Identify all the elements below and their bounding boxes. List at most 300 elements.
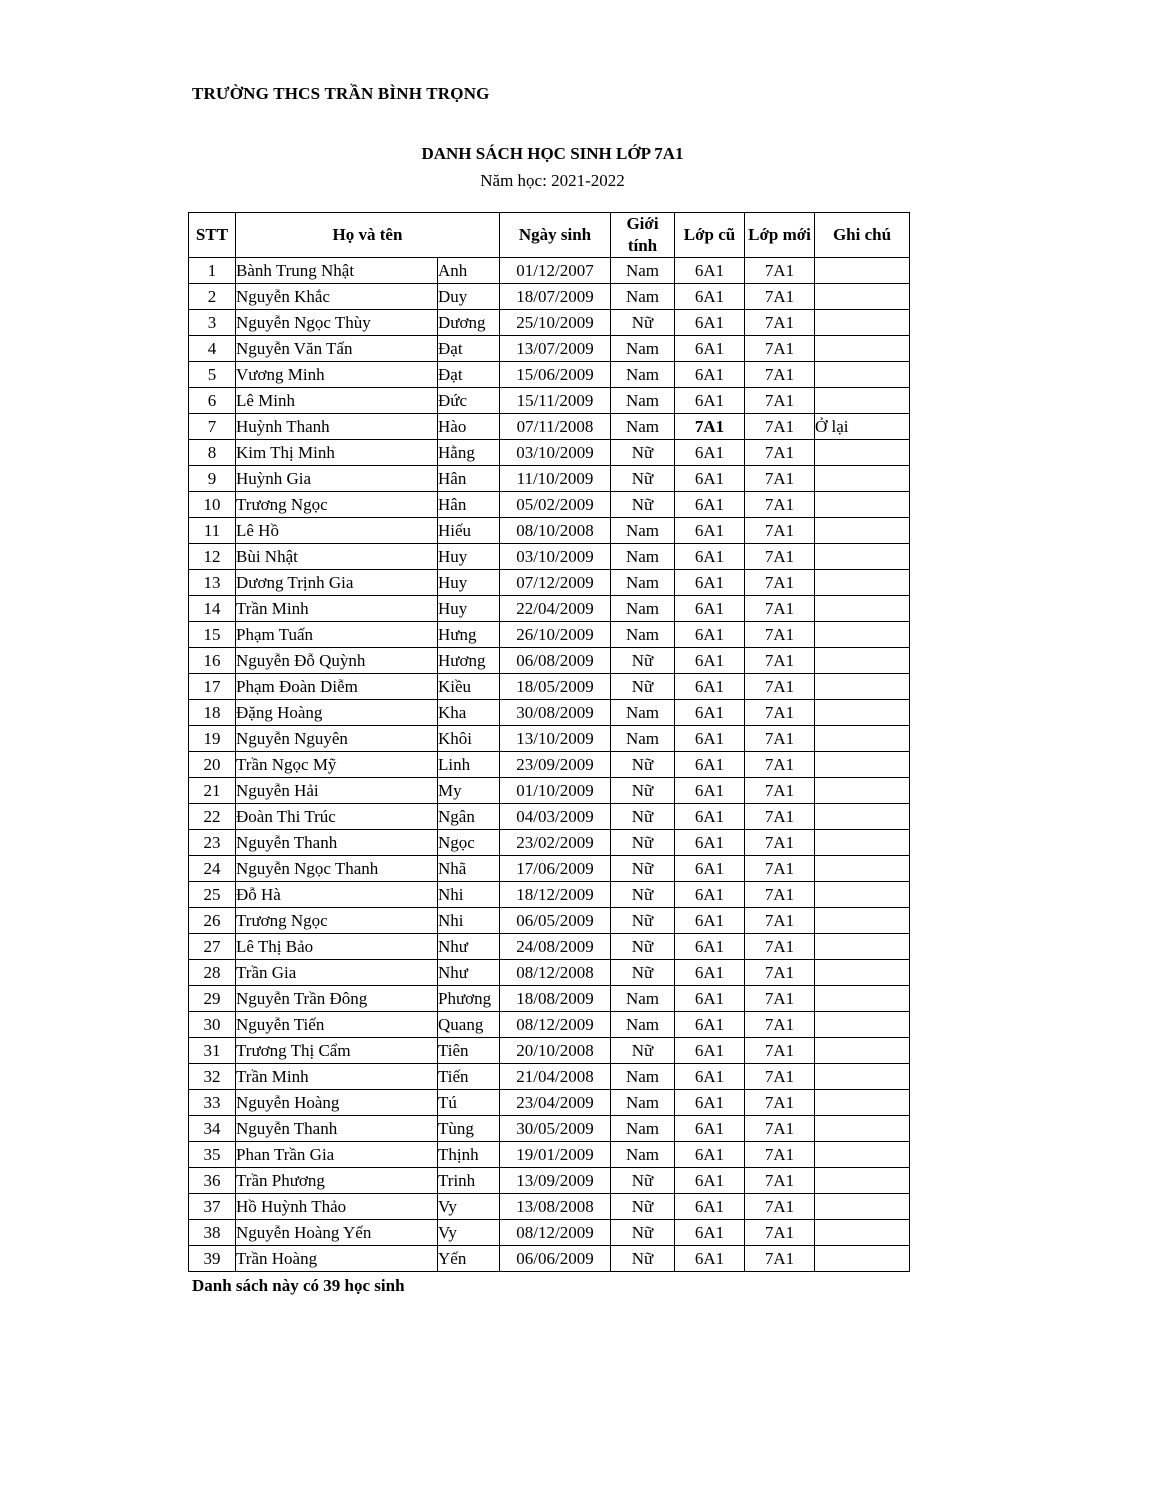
cell-gender: Nữ [611, 440, 675, 466]
table-row [189, 986, 910, 1012]
cell-surname: Vương Minh [236, 362, 438, 388]
cell-surname: Hồ Huỳnh Thảo [236, 1194, 438, 1220]
cell-stt: 14 [189, 596, 236, 622]
cell-new-class: 7A1 [745, 1038, 815, 1064]
cell-stt: 17 [189, 674, 236, 700]
cell-birth-date: 22/04/2009 [500, 596, 611, 622]
cell-note [815, 570, 910, 596]
cell-old-class: 6A1 [675, 856, 745, 882]
cell-birth-date: 01/12/2007 [500, 258, 611, 284]
cell-surname: Nguyễn Văn Tấn [236, 336, 438, 362]
cell-gender: Nam [611, 700, 675, 726]
table-row [189, 492, 910, 518]
cell-given-name: Quang [438, 1012, 500, 1038]
cell-new-class: 7A1 [745, 1168, 815, 1194]
cell-given-name: Ngân [438, 804, 500, 830]
cell-old-class: 6A1 [675, 1246, 745, 1272]
cell-birth-date: 23/04/2009 [500, 1090, 611, 1116]
cell-note [815, 1064, 910, 1090]
cell-given-name: Hào [438, 414, 500, 440]
cell-birth-date: 24/08/2009 [500, 934, 611, 960]
cell-given-name: Hân [438, 492, 500, 518]
cell-surname: Đỗ Hà [236, 882, 438, 908]
cell-new-class: 7A1 [745, 986, 815, 1012]
cell-old-class: 6A1 [675, 1194, 745, 1220]
table-row [189, 856, 910, 882]
cell-old-class: 6A1 [675, 1142, 745, 1168]
cell-new-class: 7A1 [745, 1194, 815, 1220]
cell-note [815, 310, 910, 336]
cell-birth-date: 05/02/2009 [500, 492, 611, 518]
cell-new-class: 7A1 [745, 388, 815, 414]
cell-note [815, 830, 910, 856]
cell-surname: Lê Hồ [236, 518, 438, 544]
cell-gender: Nam [611, 336, 675, 362]
cell-surname: Bùi Nhật [236, 544, 438, 570]
cell-birth-date: 26/10/2009 [500, 622, 611, 648]
cell-gender: Nữ [611, 1246, 675, 1272]
cell-given-name: Hưng [438, 622, 500, 648]
cell-stt: 15 [189, 622, 236, 648]
cell-surname: Trương Ngọc [236, 492, 438, 518]
cell-gender: Nữ [611, 1038, 675, 1064]
cell-gender: Nam [611, 388, 675, 414]
cell-note: Ở lại [815, 414, 910, 440]
cell-birth-date: 20/10/2008 [500, 1038, 611, 1064]
table-row [189, 414, 910, 440]
cell-new-class: 7A1 [745, 622, 815, 648]
table-row [189, 726, 910, 752]
cell-new-class: 7A1 [745, 778, 815, 804]
cell-birth-date: 18/08/2009 [500, 986, 611, 1012]
cell-gender: Nữ [611, 492, 675, 518]
cell-note [815, 492, 910, 518]
cell-stt: 8 [189, 440, 236, 466]
cell-new-class: 7A1 [745, 752, 815, 778]
cell-birth-date: 06/08/2009 [500, 648, 611, 674]
cell-surname: Nguyễn Đỗ Quỳnh [236, 648, 438, 674]
cell-note [815, 934, 910, 960]
cell-gender: Nam [611, 544, 675, 570]
cell-surname: Trần Ngọc Mỹ [236, 752, 438, 778]
cell-surname: Nguyễn Nguyên [236, 726, 438, 752]
cell-given-name: Nhã [438, 856, 500, 882]
cell-gender: Nam [611, 284, 675, 310]
cell-note [815, 856, 910, 882]
table-row [189, 1038, 910, 1064]
cell-surname: Nguyễn Thanh [236, 830, 438, 856]
cell-given-name: Duy [438, 284, 500, 310]
cell-stt: 34 [189, 1116, 236, 1142]
cell-given-name: Linh [438, 752, 500, 778]
cell-gender: Nam [611, 622, 675, 648]
cell-new-class: 7A1 [745, 674, 815, 700]
cell-surname: Đoàn Thi Trúc [236, 804, 438, 830]
cell-given-name: Như [438, 934, 500, 960]
cell-surname: Bành Trung Nhật [236, 258, 438, 284]
cell-old-class: 6A1 [675, 622, 745, 648]
cell-surname: Trần Gia [236, 960, 438, 986]
document-title: DANH SÁCH HỌC SINH LỚP 7A1 [421, 144, 684, 163]
cell-note [815, 622, 910, 648]
cell-birth-date: 04/03/2009 [500, 804, 611, 830]
header-new-class: Lớp mới [745, 213, 815, 258]
cell-stt: 18 [189, 700, 236, 726]
table-row [189, 1142, 910, 1168]
cell-stt: 11 [189, 518, 236, 544]
cell-stt: 1 [189, 258, 236, 284]
cell-gender: Nam [611, 986, 675, 1012]
cell-gender: Nam [611, 362, 675, 388]
cell-birth-date: 25/10/2009 [500, 310, 611, 336]
cell-gender: Nữ [611, 466, 675, 492]
cell-stt: 26 [189, 908, 236, 934]
cell-new-class: 7A1 [745, 284, 815, 310]
cell-stt: 5 [189, 362, 236, 388]
cell-gender: Nam [611, 1064, 675, 1090]
header-stt: STT [189, 213, 236, 258]
cell-note [815, 700, 910, 726]
cell-surname: Nguyễn Hoàng [236, 1090, 438, 1116]
cell-note [815, 388, 910, 414]
cell-surname: Trương Thị Cẩm [236, 1038, 438, 1064]
cell-surname: Nguyễn Thanh [236, 1116, 438, 1142]
cell-birth-date: 03/10/2009 [500, 544, 611, 570]
cell-stt: 24 [189, 856, 236, 882]
cell-surname: Kim Thị Minh [236, 440, 438, 466]
cell-given-name: My [438, 778, 500, 804]
cell-new-class: 7A1 [745, 1064, 815, 1090]
table-row [189, 466, 910, 492]
cell-note [815, 1038, 910, 1064]
cell-new-class: 7A1 [745, 856, 815, 882]
cell-birth-date: 08/10/2008 [500, 518, 611, 544]
cell-note [815, 648, 910, 674]
cell-surname: Nguyễn Trần Đông [236, 986, 438, 1012]
cell-birth-date: 15/06/2009 [500, 362, 611, 388]
cell-new-class: 7A1 [745, 492, 815, 518]
cell-old-class: 6A1 [675, 518, 745, 544]
cell-gender: Nữ [611, 310, 675, 336]
cell-gender: Nữ [611, 674, 675, 700]
table-row [189, 830, 910, 856]
cell-stt: 25 [189, 882, 236, 908]
cell-surname: Nguyễn Ngọc Thanh [236, 856, 438, 882]
cell-given-name: Hương [438, 648, 500, 674]
cell-note [815, 518, 910, 544]
cell-old-class: 6A1 [675, 752, 745, 778]
cell-stt: 31 [189, 1038, 236, 1064]
cell-stt: 33 [189, 1090, 236, 1116]
header-note: Ghi chú [815, 213, 910, 258]
table-row [189, 310, 910, 336]
table-row [189, 544, 910, 570]
cell-new-class: 7A1 [745, 310, 815, 336]
table-row [189, 388, 910, 414]
cell-gender: Nam [611, 1116, 675, 1142]
cell-gender: Nam [611, 1090, 675, 1116]
cell-old-class: 6A1 [675, 960, 745, 986]
table-row [189, 622, 910, 648]
cell-stt: 19 [189, 726, 236, 752]
cell-gender: Nữ [611, 908, 675, 934]
table-row [189, 1090, 910, 1116]
cell-note [815, 674, 910, 700]
cell-given-name: Vy [438, 1220, 500, 1246]
cell-new-class: 7A1 [745, 258, 815, 284]
cell-surname: Nguyễn Ngọc Thùy [236, 310, 438, 336]
cell-stt: 4 [189, 336, 236, 362]
cell-old-class: 6A1 [675, 648, 745, 674]
cell-stt: 37 [189, 1194, 236, 1220]
cell-new-class: 7A1 [745, 336, 815, 362]
cell-note [815, 544, 910, 570]
cell-gender: Nữ [611, 830, 675, 856]
cell-birth-date: 06/06/2009 [500, 1246, 611, 1272]
table-row [189, 752, 910, 778]
cell-old-class: 6A1 [675, 466, 745, 492]
cell-surname: Lê Minh [236, 388, 438, 414]
cell-stt: 7 [189, 414, 236, 440]
cell-birth-date: 21/04/2008 [500, 1064, 611, 1090]
table-row [189, 778, 910, 804]
table-row [189, 1220, 910, 1246]
cell-gender: Nữ [611, 778, 675, 804]
cell-given-name: Đạt [438, 336, 500, 362]
cell-note [815, 778, 910, 804]
cell-new-class: 7A1 [745, 648, 815, 674]
cell-stt: 35 [189, 1142, 236, 1168]
table-row [189, 804, 910, 830]
header-gender [611, 213, 675, 258]
cell-birth-date: 19/01/2009 [500, 1142, 611, 1168]
header-dob: Ngày sinh [500, 213, 611, 258]
cell-gender: Nữ [611, 1220, 675, 1246]
cell-old-class: 6A1 [675, 1012, 745, 1038]
cell-surname: Trần Minh [236, 596, 438, 622]
cell-old-class: 6A1 [675, 778, 745, 804]
cell-given-name: Khôi [438, 726, 500, 752]
cell-given-name: Vy [438, 1194, 500, 1220]
table-row [189, 674, 910, 700]
table-row [189, 284, 910, 310]
cell-gender: Nữ [611, 1194, 675, 1220]
cell-surname: Nguyễn Hoàng Yến [236, 1220, 438, 1246]
cell-given-name: Anh [438, 258, 500, 284]
cell-given-name: Trinh [438, 1168, 500, 1194]
cell-surname: Nguyễn Hải [236, 778, 438, 804]
cell-note [815, 1194, 910, 1220]
cell-old-class: 6A1 [675, 336, 745, 362]
cell-stt: 22 [189, 804, 236, 830]
cell-old-class: 6A1 [675, 804, 745, 830]
cell-birth-date: 18/05/2009 [500, 674, 611, 700]
header-name: Họ và tên [236, 213, 500, 258]
table-row [189, 648, 910, 674]
cell-surname: Nguyễn Tiến [236, 1012, 438, 1038]
cell-note [815, 596, 910, 622]
cell-gender: Nữ [611, 648, 675, 674]
cell-surname: Đặng Hoàng [236, 700, 438, 726]
cell-old-class: 6A1 [675, 1116, 745, 1142]
table-row [189, 440, 910, 466]
cell-note [815, 882, 910, 908]
cell-new-class: 7A1 [745, 1116, 815, 1142]
student-table [188, 212, 910, 1272]
cell-old-class: 6A1 [675, 986, 745, 1012]
cell-given-name: Thịnh [438, 1142, 500, 1168]
cell-given-name: Như [438, 960, 500, 986]
cell-new-class: 7A1 [745, 726, 815, 752]
cell-old-class: 6A1 [675, 362, 745, 388]
cell-given-name: Kiều [438, 674, 500, 700]
cell-new-class: 7A1 [745, 908, 815, 934]
cell-old-class: 6A1 [675, 388, 745, 414]
cell-given-name: Tú [438, 1090, 500, 1116]
table-row [189, 700, 910, 726]
cell-birth-date: 13/08/2008 [500, 1194, 611, 1220]
cell-gender: Nam [611, 1012, 675, 1038]
cell-new-class: 7A1 [745, 700, 815, 726]
cell-note [815, 1246, 910, 1272]
cell-new-class: 7A1 [745, 1220, 815, 1246]
cell-given-name: Hằng [438, 440, 500, 466]
cell-surname: Phan Trần Gia [236, 1142, 438, 1168]
table-row [189, 336, 910, 362]
cell-given-name: Hiếu [438, 518, 500, 544]
cell-new-class: 7A1 [745, 440, 815, 466]
cell-new-class: 7A1 [745, 934, 815, 960]
cell-gender: Nam [611, 596, 675, 622]
cell-old-class: 7A1 [675, 414, 745, 440]
cell-old-class: 6A1 [675, 284, 745, 310]
cell-stt: 32 [189, 1064, 236, 1090]
cell-old-class: 6A1 [675, 726, 745, 752]
cell-surname: Trần Hoàng [236, 1246, 438, 1272]
table-row [189, 1246, 910, 1272]
cell-birth-date: 08/12/2009 [500, 1220, 611, 1246]
cell-note [815, 804, 910, 830]
header-old-class: Lớp cũ [675, 213, 745, 258]
cell-note [815, 1012, 910, 1038]
cell-given-name: Kha [438, 700, 500, 726]
school-year: Năm học: 2021-2022 [480, 171, 625, 190]
cell-new-class: 7A1 [745, 830, 815, 856]
cell-old-class: 6A1 [675, 1220, 745, 1246]
cell-birth-date: 23/02/2009 [500, 830, 611, 856]
table-row [189, 1168, 910, 1194]
cell-note [815, 466, 910, 492]
cell-birth-date: 07/12/2009 [500, 570, 611, 596]
cell-new-class: 7A1 [745, 1246, 815, 1272]
cell-stt: 6 [189, 388, 236, 414]
cell-new-class: 7A1 [745, 362, 815, 388]
cell-old-class: 6A1 [675, 1038, 745, 1064]
table-row [189, 1116, 910, 1142]
cell-given-name: Huy [438, 570, 500, 596]
table-row [189, 518, 910, 544]
cell-new-class: 7A1 [745, 414, 815, 440]
cell-old-class: 6A1 [675, 544, 745, 570]
cell-gender: Nam [611, 414, 675, 440]
cell-note [815, 752, 910, 778]
cell-new-class: 7A1 [745, 596, 815, 622]
cell-surname: Trần Phương [236, 1168, 438, 1194]
cell-new-class: 7A1 [745, 570, 815, 596]
cell-surname: Huỳnh Gia [236, 466, 438, 492]
cell-birth-date: 30/08/2009 [500, 700, 611, 726]
cell-old-class: 6A1 [675, 258, 745, 284]
cell-note [815, 1142, 910, 1168]
cell-surname: Nguyễn Khắc [236, 284, 438, 310]
cell-given-name: Tùng [438, 1116, 500, 1142]
cell-given-name: Nhi [438, 908, 500, 934]
cell-old-class: 6A1 [675, 882, 745, 908]
cell-note [815, 362, 910, 388]
cell-note [815, 908, 910, 934]
cell-note [815, 726, 910, 752]
cell-stt: 23 [189, 830, 236, 856]
cell-given-name: Ngọc [438, 830, 500, 856]
cell-note [815, 960, 910, 986]
cell-surname: Lê Thị Bảo [236, 934, 438, 960]
cell-surname: Huỳnh Thanh [236, 414, 438, 440]
cell-old-class: 6A1 [675, 674, 745, 700]
cell-old-class: 6A1 [675, 1090, 745, 1116]
table-header-row [189, 213, 910, 258]
cell-surname: Trương Ngọc [236, 908, 438, 934]
cell-birth-date: 07/11/2008 [500, 414, 611, 440]
cell-birth-date: 06/05/2009 [500, 908, 611, 934]
cell-stt: 27 [189, 934, 236, 960]
cell-gender: Nữ [611, 934, 675, 960]
cell-surname: Dương Trịnh Gia [236, 570, 438, 596]
cell-note [815, 440, 910, 466]
cell-stt: 10 [189, 492, 236, 518]
table-body [189, 258, 910, 1272]
cell-new-class: 7A1 [745, 518, 815, 544]
cell-given-name: Yến [438, 1246, 500, 1272]
table-row [189, 1064, 910, 1090]
cell-note [815, 1220, 910, 1246]
cell-new-class: 7A1 [745, 1142, 815, 1168]
cell-note [815, 1168, 910, 1194]
cell-gender: Nam [611, 518, 675, 544]
cell-gender: Nam [611, 726, 675, 752]
cell-birth-date: 17/06/2009 [500, 856, 611, 882]
cell-new-class: 7A1 [745, 882, 815, 908]
footer-count: Danh sách này có 39 học sinh [192, 1276, 405, 1295]
table-row [189, 882, 910, 908]
cell-stt: 36 [189, 1168, 236, 1194]
cell-stt: 39 [189, 1246, 236, 1272]
cell-stt: 21 [189, 778, 236, 804]
cell-given-name: Huy [438, 544, 500, 570]
cell-new-class: 7A1 [745, 466, 815, 492]
cell-birth-date: 15/11/2009 [500, 388, 611, 414]
cell-old-class: 6A1 [675, 570, 745, 596]
cell-new-class: 7A1 [745, 960, 815, 986]
cell-old-class: 6A1 [675, 492, 745, 518]
cell-old-class: 6A1 [675, 830, 745, 856]
cell-stt: 3 [189, 310, 236, 336]
cell-old-class: 6A1 [675, 1168, 745, 1194]
cell-surname: Trần Minh [236, 1064, 438, 1090]
cell-given-name: Tiên [438, 1038, 500, 1064]
cell-gender: Nữ [611, 752, 675, 778]
cell-old-class: 6A1 [675, 908, 745, 934]
cell-birth-date: 01/10/2009 [500, 778, 611, 804]
